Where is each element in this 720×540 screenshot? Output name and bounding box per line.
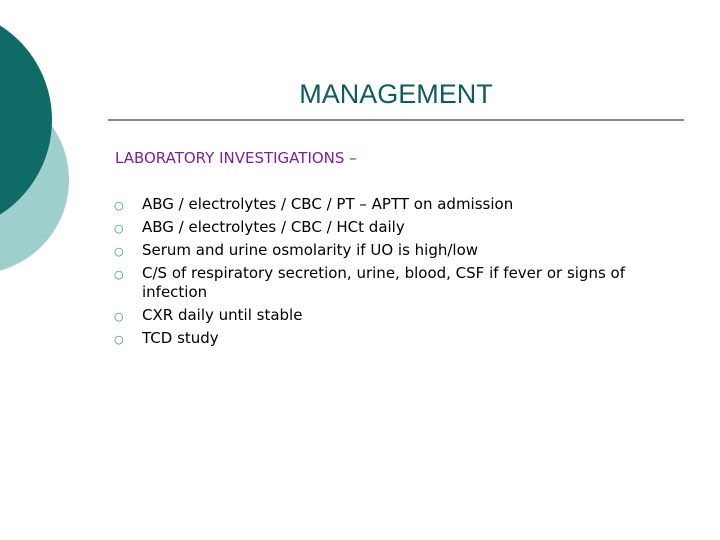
bullet-item [112,329,682,348]
bullet-circle-icon: ○ [114,310,124,323]
bullet-item [112,264,682,302]
bullet-text: C/S of respiratory secretion, urine, blood, CSF if fever or signs of infection [142,264,626,301]
bullet-text: ABG / electrolytes / CBC / PT – APTT on admission [142,195,514,213]
title-divider [108,119,684,121]
bullet-circle-icon: ○ [114,268,124,281]
bullet-text: TCD study [142,329,219,347]
decorative-circles [0,0,110,300]
bullet-circle-icon: ○ [114,199,124,212]
bullet-circle-icon: ○ [114,222,124,235]
bullet-list [112,195,682,352]
bullet-item [112,241,682,260]
bullet-text: ABG / electrolytes / CBC / HCt daily [142,218,405,236]
bullet-item [112,306,682,325]
section-subheading: LABORATORY INVESTIGATIONS – [115,149,357,167]
bullet-item [112,218,682,237]
bullet-item [112,195,682,214]
bullet-circle-icon: ○ [114,333,124,346]
bullet-circle-icon: ○ [114,245,124,258]
bullet-text: Serum and urine osmolarity if UO is high/low [142,241,479,259]
slide-title: MANAGEMENT [299,79,493,109]
bullet-text: CXR daily until stable [142,306,303,324]
